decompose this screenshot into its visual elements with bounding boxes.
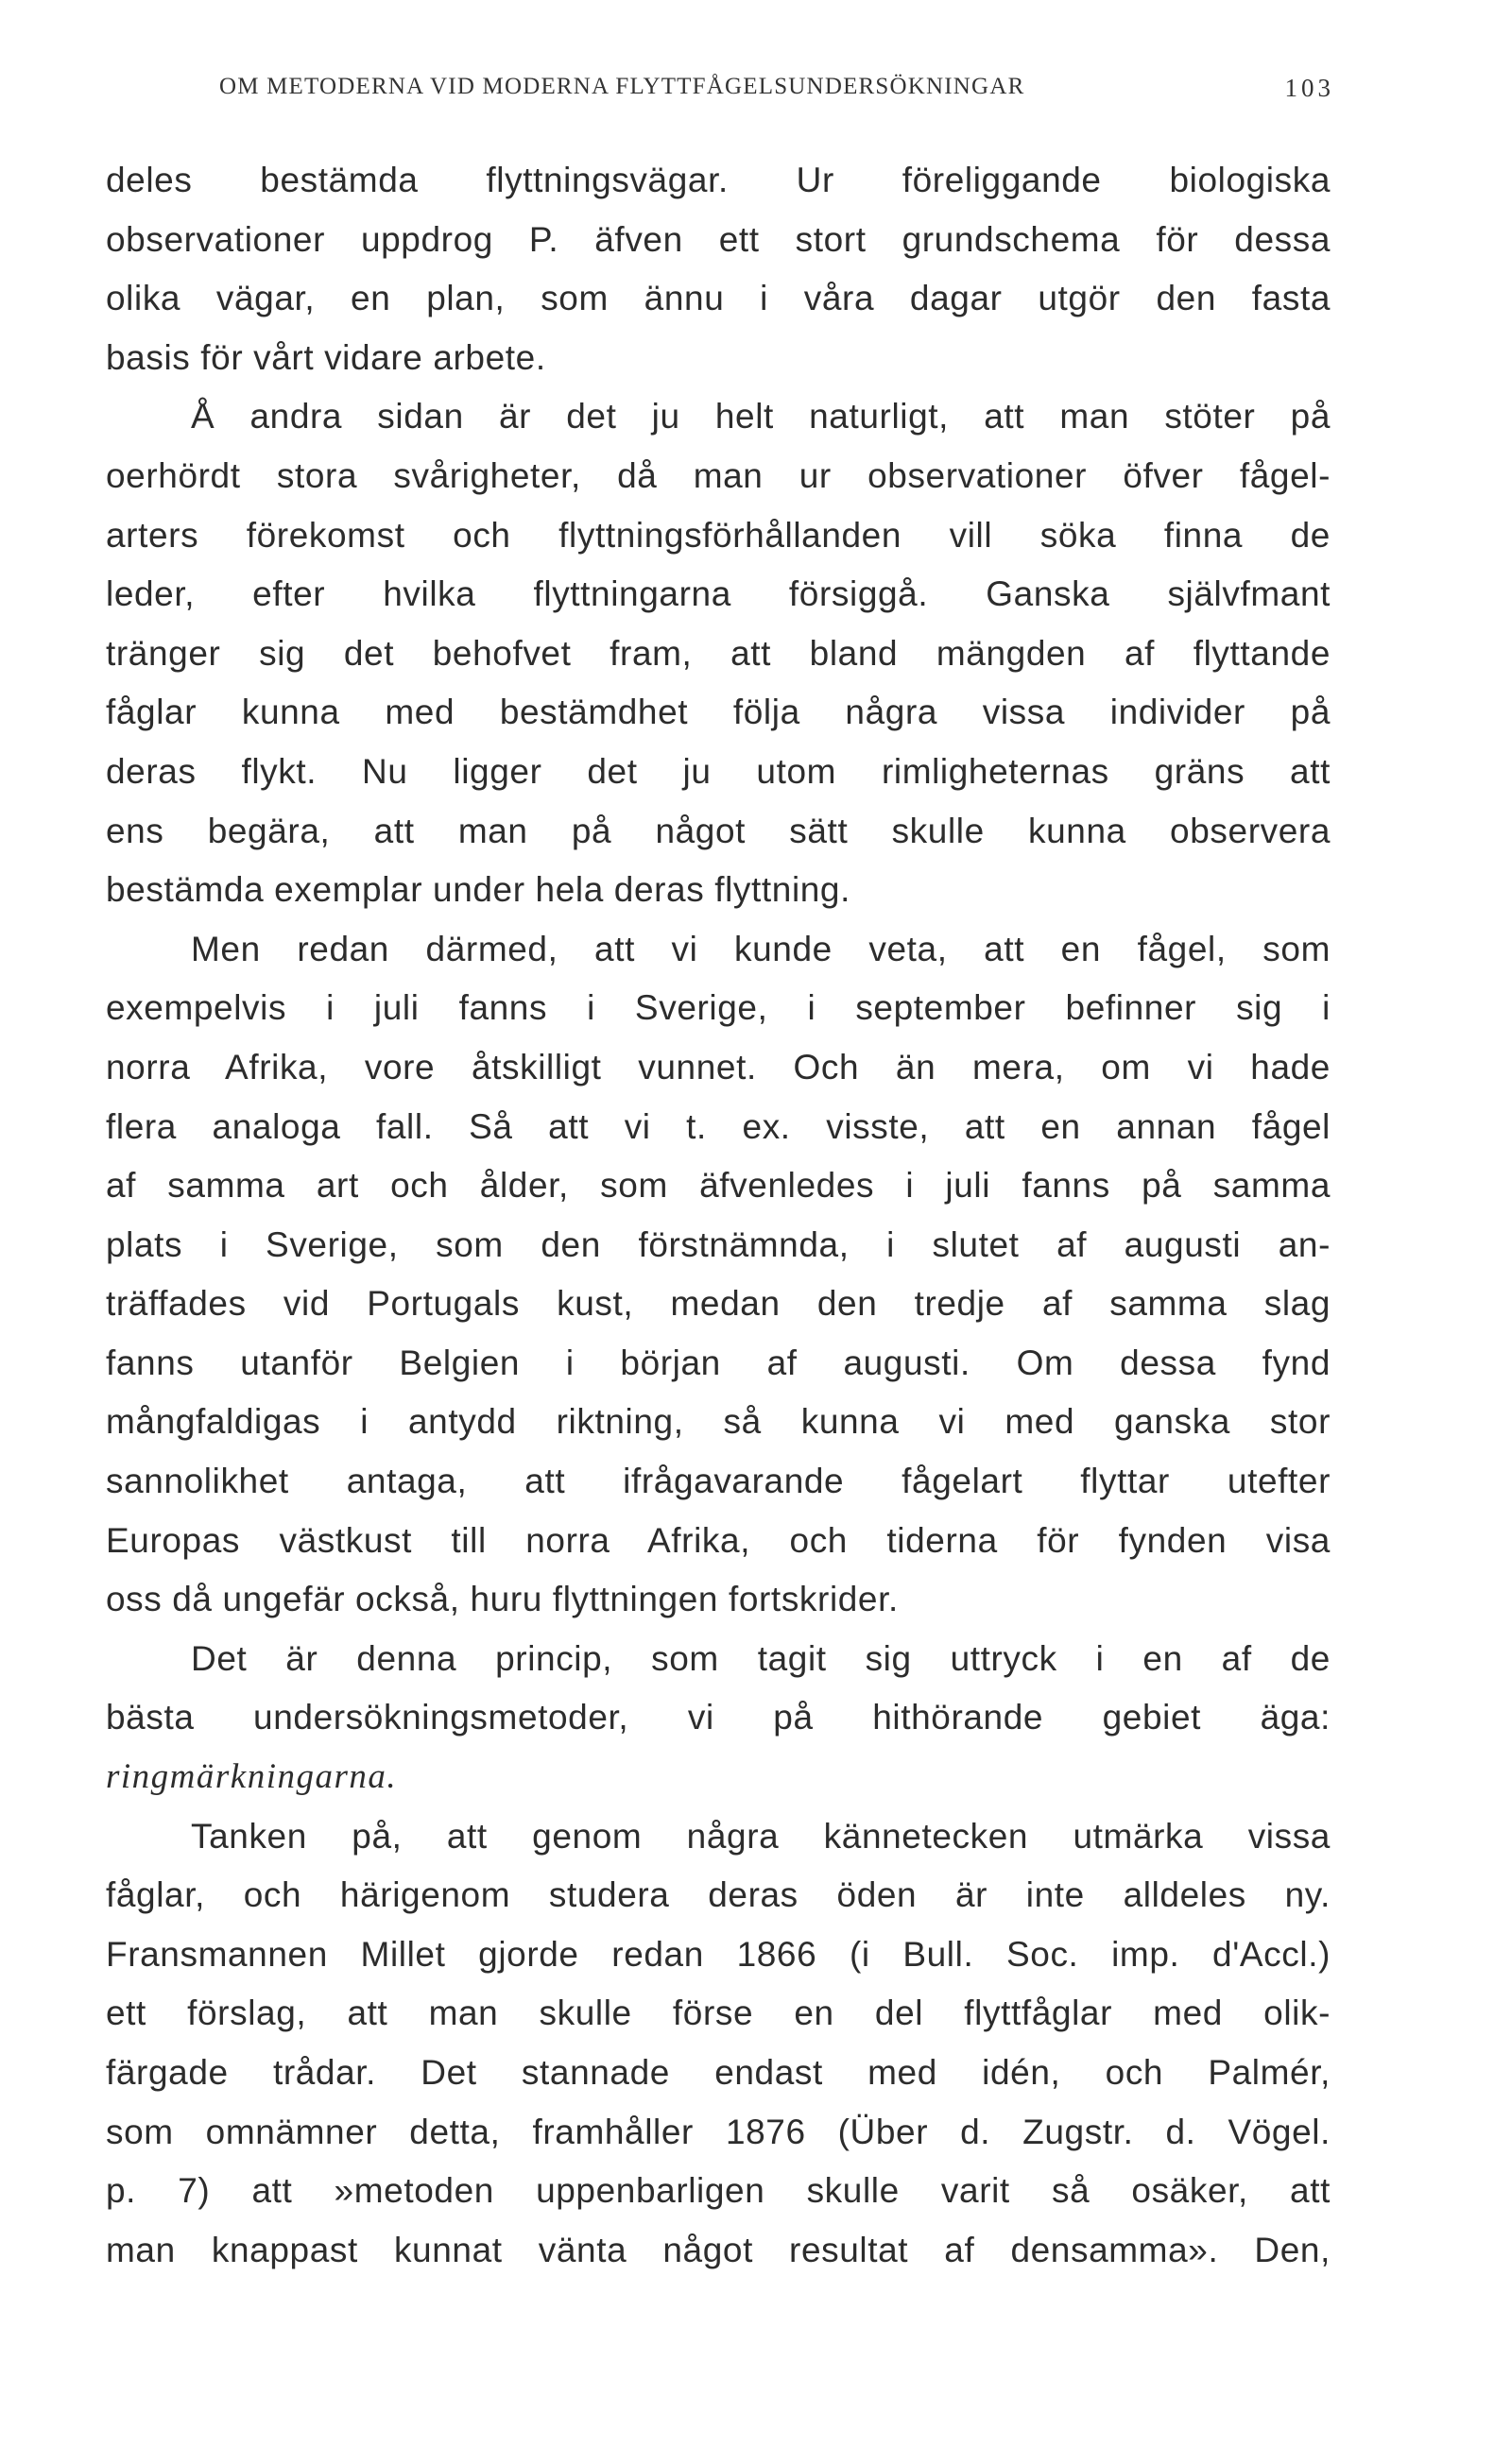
text-line: basis för vårt vidare arbete. xyxy=(106,337,546,377)
text-line: p. 7) att »metoden uppenbarligen skulle varit så osäker, att xyxy=(106,2171,1331,2211)
text-line: plats i Sverige, som den förstnämnda, i slutet af augusti an- xyxy=(106,1224,1331,1264)
text-line: arters förekomst och flyttningsförhållanden vill söka finna de xyxy=(106,515,1331,555)
text-line: oerhördt stora svårigheter, då man ur observationer öfver fågel- xyxy=(106,455,1331,495)
italic-term-line: ringmärkningarna. xyxy=(106,1757,398,1797)
text-line: fanns utanför Belgien i början af augusti. Om dessa fynd xyxy=(106,1343,1331,1382)
running-title: OM METODERNA VID MODERNA FLYTTFÅGELSUNDERSÖKNINGAR xyxy=(219,74,1025,99)
text-line: Fransmannen Millet gjorde redan 1866 (i Bull. Soc. imp. d'Accl.) xyxy=(106,1934,1331,1974)
text-line: färgade trådar. Det stannade endast med idén, och Palmér, xyxy=(106,2053,1331,2092)
text-line: observationer uppdrog P. äfven ett stort grundschema för dessa xyxy=(106,219,1331,259)
body-text xyxy=(106,151,1331,2280)
text-line: flera analoga fall. Så att vi t. ex. visste, att en annan fågel xyxy=(106,1106,1331,1146)
text-line: träffades vid Portugals kust, medan den tredje af samma slag xyxy=(106,1284,1331,1324)
text-line: Europas västkust till norra Afrika, och tiderna för fynden visa xyxy=(106,1520,1331,1560)
text-line: bestämda exemplar under hela deras flyttning. xyxy=(106,870,850,910)
text-line: som omnämner detta, framhåller 1876 (Über d. Zugstr. d. Vögel. xyxy=(106,2112,1331,2151)
text-line: exempelvis i juli fanns i Sverige, i september befinner sig i xyxy=(106,988,1331,1028)
paragraph-start-line: Tanken på, att genom några kännetecken utmärka vissa xyxy=(191,1816,1331,1856)
paragraph-start-line: Det är denna princip, som tagit sig uttryck i en af de xyxy=(191,1638,1331,1678)
text-line: fåglar, och härigenom studera deras öden är inte alldeles ny. xyxy=(106,1875,1331,1915)
text-line: fåglar kunna med bestämdhet följa några vissa individer på xyxy=(106,693,1331,732)
paragraph-start-line: Å andra sidan är det ju helt naturligt, att man stöter på xyxy=(191,397,1331,436)
page-number: 103 xyxy=(1284,74,1334,102)
text-line: olika vägar, en plan, som ännu i våra dagar utgör den fasta xyxy=(106,279,1331,318)
paragraph-start-line: Men redan därmed, att vi kunde veta, att en fågel, som xyxy=(191,929,1331,968)
text-line: deras flykt. Nu ligger det ju utom rimligheternas gräns att xyxy=(106,751,1331,791)
text-line: sannolikhet antaga, att ifrågavarande fågelart flyttar utefter xyxy=(106,1462,1331,1501)
text-line: mångfaldigas i antydd riktning, så kunna vi med ganska stor xyxy=(106,1402,1331,1442)
text-line: deles bestämda flyttningsvägar. Ur föreliggande biologiska xyxy=(106,161,1331,199)
text-line: norra Afrika, vore åtskilligt vunnet. Och än mera, om vi hade xyxy=(106,1047,1331,1087)
text-line: ens begära, att man på något sätt skulle kunna observera xyxy=(106,811,1331,850)
text-line: oss då ungefär också, huru flyttningen fortskrider. xyxy=(106,1580,899,1619)
text-line: man knappast kunnat vänta något resultat af densamma». Den, xyxy=(106,2230,1331,2269)
text-line: tränger sig det behofvet fram, att bland mängden af flyttande xyxy=(106,633,1331,673)
running-head xyxy=(219,74,1334,111)
text-line: af samma art och ålder, som äfvenledes i juli fanns på samma xyxy=(106,1166,1331,1206)
text-line: leder, efter hvilka flyttningarna försiggå. Ganska självfmant xyxy=(106,574,1331,614)
text-line: bästa undersökningsmetoder, vi på hithörande gebiet äga: xyxy=(106,1698,1331,1737)
text-line: ett förslag, att man skulle förse en del flyttfåglar med olik- xyxy=(106,1993,1331,2033)
